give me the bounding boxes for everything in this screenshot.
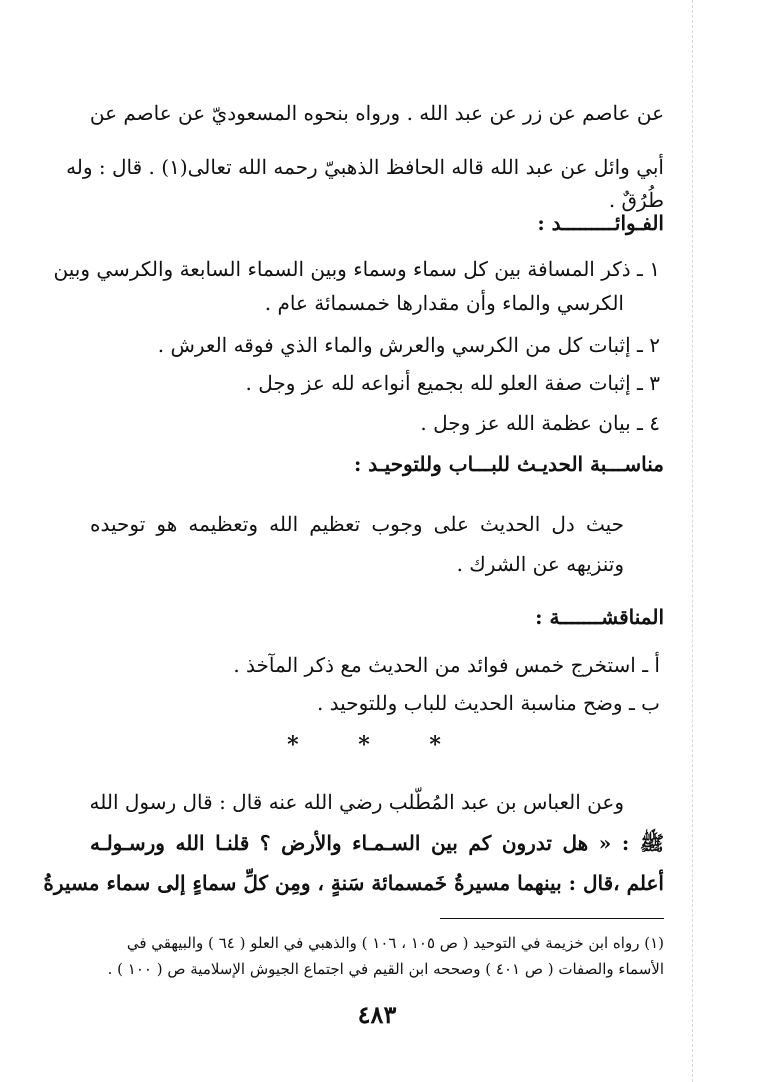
hadith-line-3: أعلم ،قال : بينهما مسيرةُ خَمسمائة سَنةٍ ، ومِن كلِّ سماءٍ إلى سماء مسيرةُ — [43, 871, 664, 895]
discussion-item-b: ب ـ وضح مناسبة الحديث للباب وللتوحيد . — [316, 691, 660, 715]
benefit-item-1: ١ ـ ذكر المسافة بين كل سماء وسماء وبين السماء السابعة والكرسي وبين — [53, 257, 660, 281]
discussion-item-a: أ ـ استخرج خمس فوائد من الحديث مع ذكر المآخذ . — [233, 653, 660, 677]
benefit-item-3: ٣ ـ إثبات صفة العلو لله بجميع أنواعه لله عز وجل . — [245, 371, 660, 395]
footnote-line-1: (١) رواه ابن خزيمة في التوحيد ( ص ١٠٥ ، ١٠٦ ) والذهبي في العلو ( ٦٤ ) والبيهقي في — [126, 934, 664, 952]
hadith-line-1: وعن العباس بن عبد المُطّلب رضي الله عنه قال : قال رسول الله — [89, 790, 624, 814]
relevance-line-2: وتنزيهه عن الشرك . — [456, 552, 624, 576]
body-line-2: أبي وائل عن عبد الله قاله الحافظ الذهبيّ رحمه الله تعالى(١) . قال : وله — [66, 155, 664, 179]
footnote-line-2: الأسماء والصفات ( ص ٤٠١ ) وصححه ابن القيم في اجتماع الجيوش الإسلامية ص ( ١٠٠ ) . — [107, 960, 664, 978]
relevance-line-1: حيث دل الحديث على وجوب تعظيم الله وتعظيمه هو توحيده — [90, 512, 624, 536]
relevance-heading: مناســـبة الحديـث للبـــاب وللتوحيـد : — [353, 452, 664, 476]
page-number: ٤٨٣ — [357, 1000, 397, 1029]
benefit-item-1-cont: الكرسي والماء وأن مقدارها خمسمائة عام . — [264, 291, 624, 315]
benefit-item-2: ٢ ـ إثبات كل من الكرسي والعرش والماء الذي فوقه العرش . — [157, 333, 660, 357]
body-line-1: عن عاصم عن زر عن عبد الله . ورواه بنحوه المسعوديّ عن عاصم عن — [89, 101, 664, 125]
footnote-rule — [440, 918, 664, 919]
page-edge-marks — [692, 0, 693, 1082]
body-line-3: طُرُقٌ . — [608, 188, 664, 212]
discussion-heading: المناقشـــــــة : — [535, 605, 664, 629]
hadith-line-2: ﷺ : « هل تدرون كم بين السـمـاء والأرض ؟ قلنـا الله ورسـولـه — [90, 831, 664, 855]
section-separator: * * * — [287, 732, 467, 758]
benefit-item-4: ٤ ـ بيان عظمة الله عز وجل . — [420, 411, 660, 435]
benefits-heading: الفـوائـــــــــد : — [537, 211, 664, 235]
